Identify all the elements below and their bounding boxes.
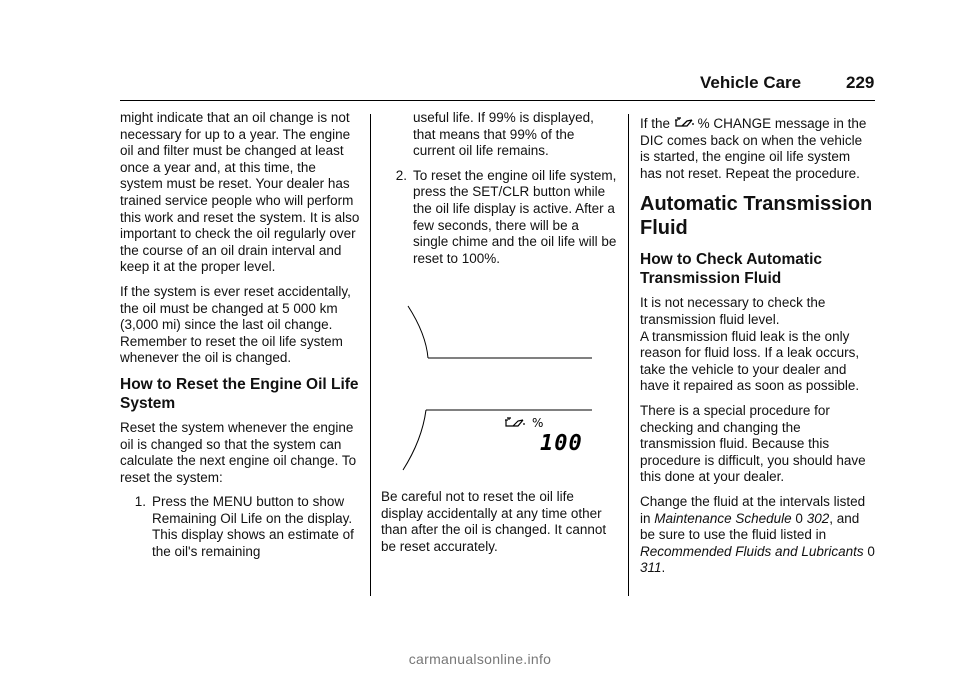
step-2 — [381, 168, 617, 268]
heading-automatic-transmission-fluid: Automatic Transmission Fluid — [640, 193, 873, 240]
display-frame-bottom — [403, 410, 426, 470]
link-maintenance-schedule[interactable]: Maintenance Schedule — [654, 510, 792, 526]
column-divider-1 — [370, 114, 371, 596]
column-3 — [640, 116, 875, 585]
oil-can-icon — [674, 117, 694, 129]
paragraph: might indicate that an oil change is not necessary for up to a year. The engine oil and filter must be changed at least once a year and, at this time, the system must be reset. Your dealer has trained service people who will perform this work and reset the system. It is also important to check the oil regularly over the course of an oil drain interval and keep it at the proper level. — [120, 110, 360, 275]
page-ref[interactable]: 311 — [640, 560, 662, 576]
display-value: 100 — [540, 431, 583, 456]
paragraph: Be careful not to reset the oil life display accidentally at any time other than after the oil is changed. It cannot be reset accurately. — [381, 489, 607, 554]
paragraph: If the system is ever reset accidentally, the oil must be changed at 5 000 km (3,000 mi) since the last oil change. — [120, 283, 351, 333]
paragraph: There is a special procedure for checking and changing the transmission fluid. Because this procedure is difficult, you should have this done at your dealer. — [640, 402, 866, 485]
header-rule — [120, 100, 875, 101]
paragraph: It is not necessary to check the transmission fluid level. — [640, 295, 826, 327]
page-number: 229 — [846, 73, 875, 92]
paragraph: Remember to reset the oil life system whenever the oil is changed. — [120, 333, 343, 366]
step-text: Press the MENU button to show Remaining Oil Life on the display. This display shows an estimate of the oil's remaining — [152, 494, 354, 560]
step-text: To reset the engine oil life system, press the SET/CLR button while the oil life display is active. After a few seconds, there will be a single chime and the oil life will be reset to 100%. — [413, 167, 617, 266]
step-1-continued — [381, 110, 617, 160]
column-2-lower — [381, 489, 617, 563]
page-ref[interactable]: 302 — [806, 510, 830, 526]
step-text: useful life. If 99% is displayed, that means that 99% of the current oil life remains. — [413, 110, 594, 159]
column-1 — [120, 110, 362, 561]
step-number: 2. — [395, 167, 407, 183]
paragraph: Reset the system whenever the engine oil is changed so that the system can calculate the next engine oil change. To reset the system: — [120, 419, 357, 485]
column-divider-2 — [628, 114, 629, 596]
oil-life-display-illustration — [400, 300, 596, 480]
column-2 — [381, 110, 617, 267]
watermark: carmanualsonline.info — [408, 651, 552, 667]
display-frame-top — [408, 306, 428, 358]
subheading-reset-oil-life: How to Reset the Engine Oil Life System — [120, 375, 359, 412]
link-recommended-fluids[interactable]: Recommended Fluids and Lubricants — [640, 543, 864, 559]
paragraph: Change the fluid at the intervals listed in Maintenance Schedule 0 302, and be sure to use the fluid listed in Recommended Fluids and Lubricants 0 311. — [640, 493, 875, 576]
page-ref-arrow-icon: 0 — [867, 543, 875, 559]
step-1 — [120, 494, 362, 560]
oil-can-icon — [505, 418, 524, 426]
display-percent: % — [532, 416, 544, 430]
paragraph: A transmission fluid leak is the only reason for fluid loss. If a leak occurs, take the vehicle to your dealer and have it repaired as soon as possible. — [640, 328, 860, 394]
page-ref-arrow-icon: 0 — [795, 510, 803, 526]
subheading-check-transmission-fluid: How to Check Automatic Transmission Fluid — [640, 251, 822, 288]
paragraph: If the % CHANGE message in the DIC comes back on when the vehicle is started, the engine oil life system has not reset. Repeat the procedure. — [640, 116, 867, 181]
step-number: 1. — [134, 494, 146, 510]
section-title: Vehicle Care — [700, 73, 802, 92]
